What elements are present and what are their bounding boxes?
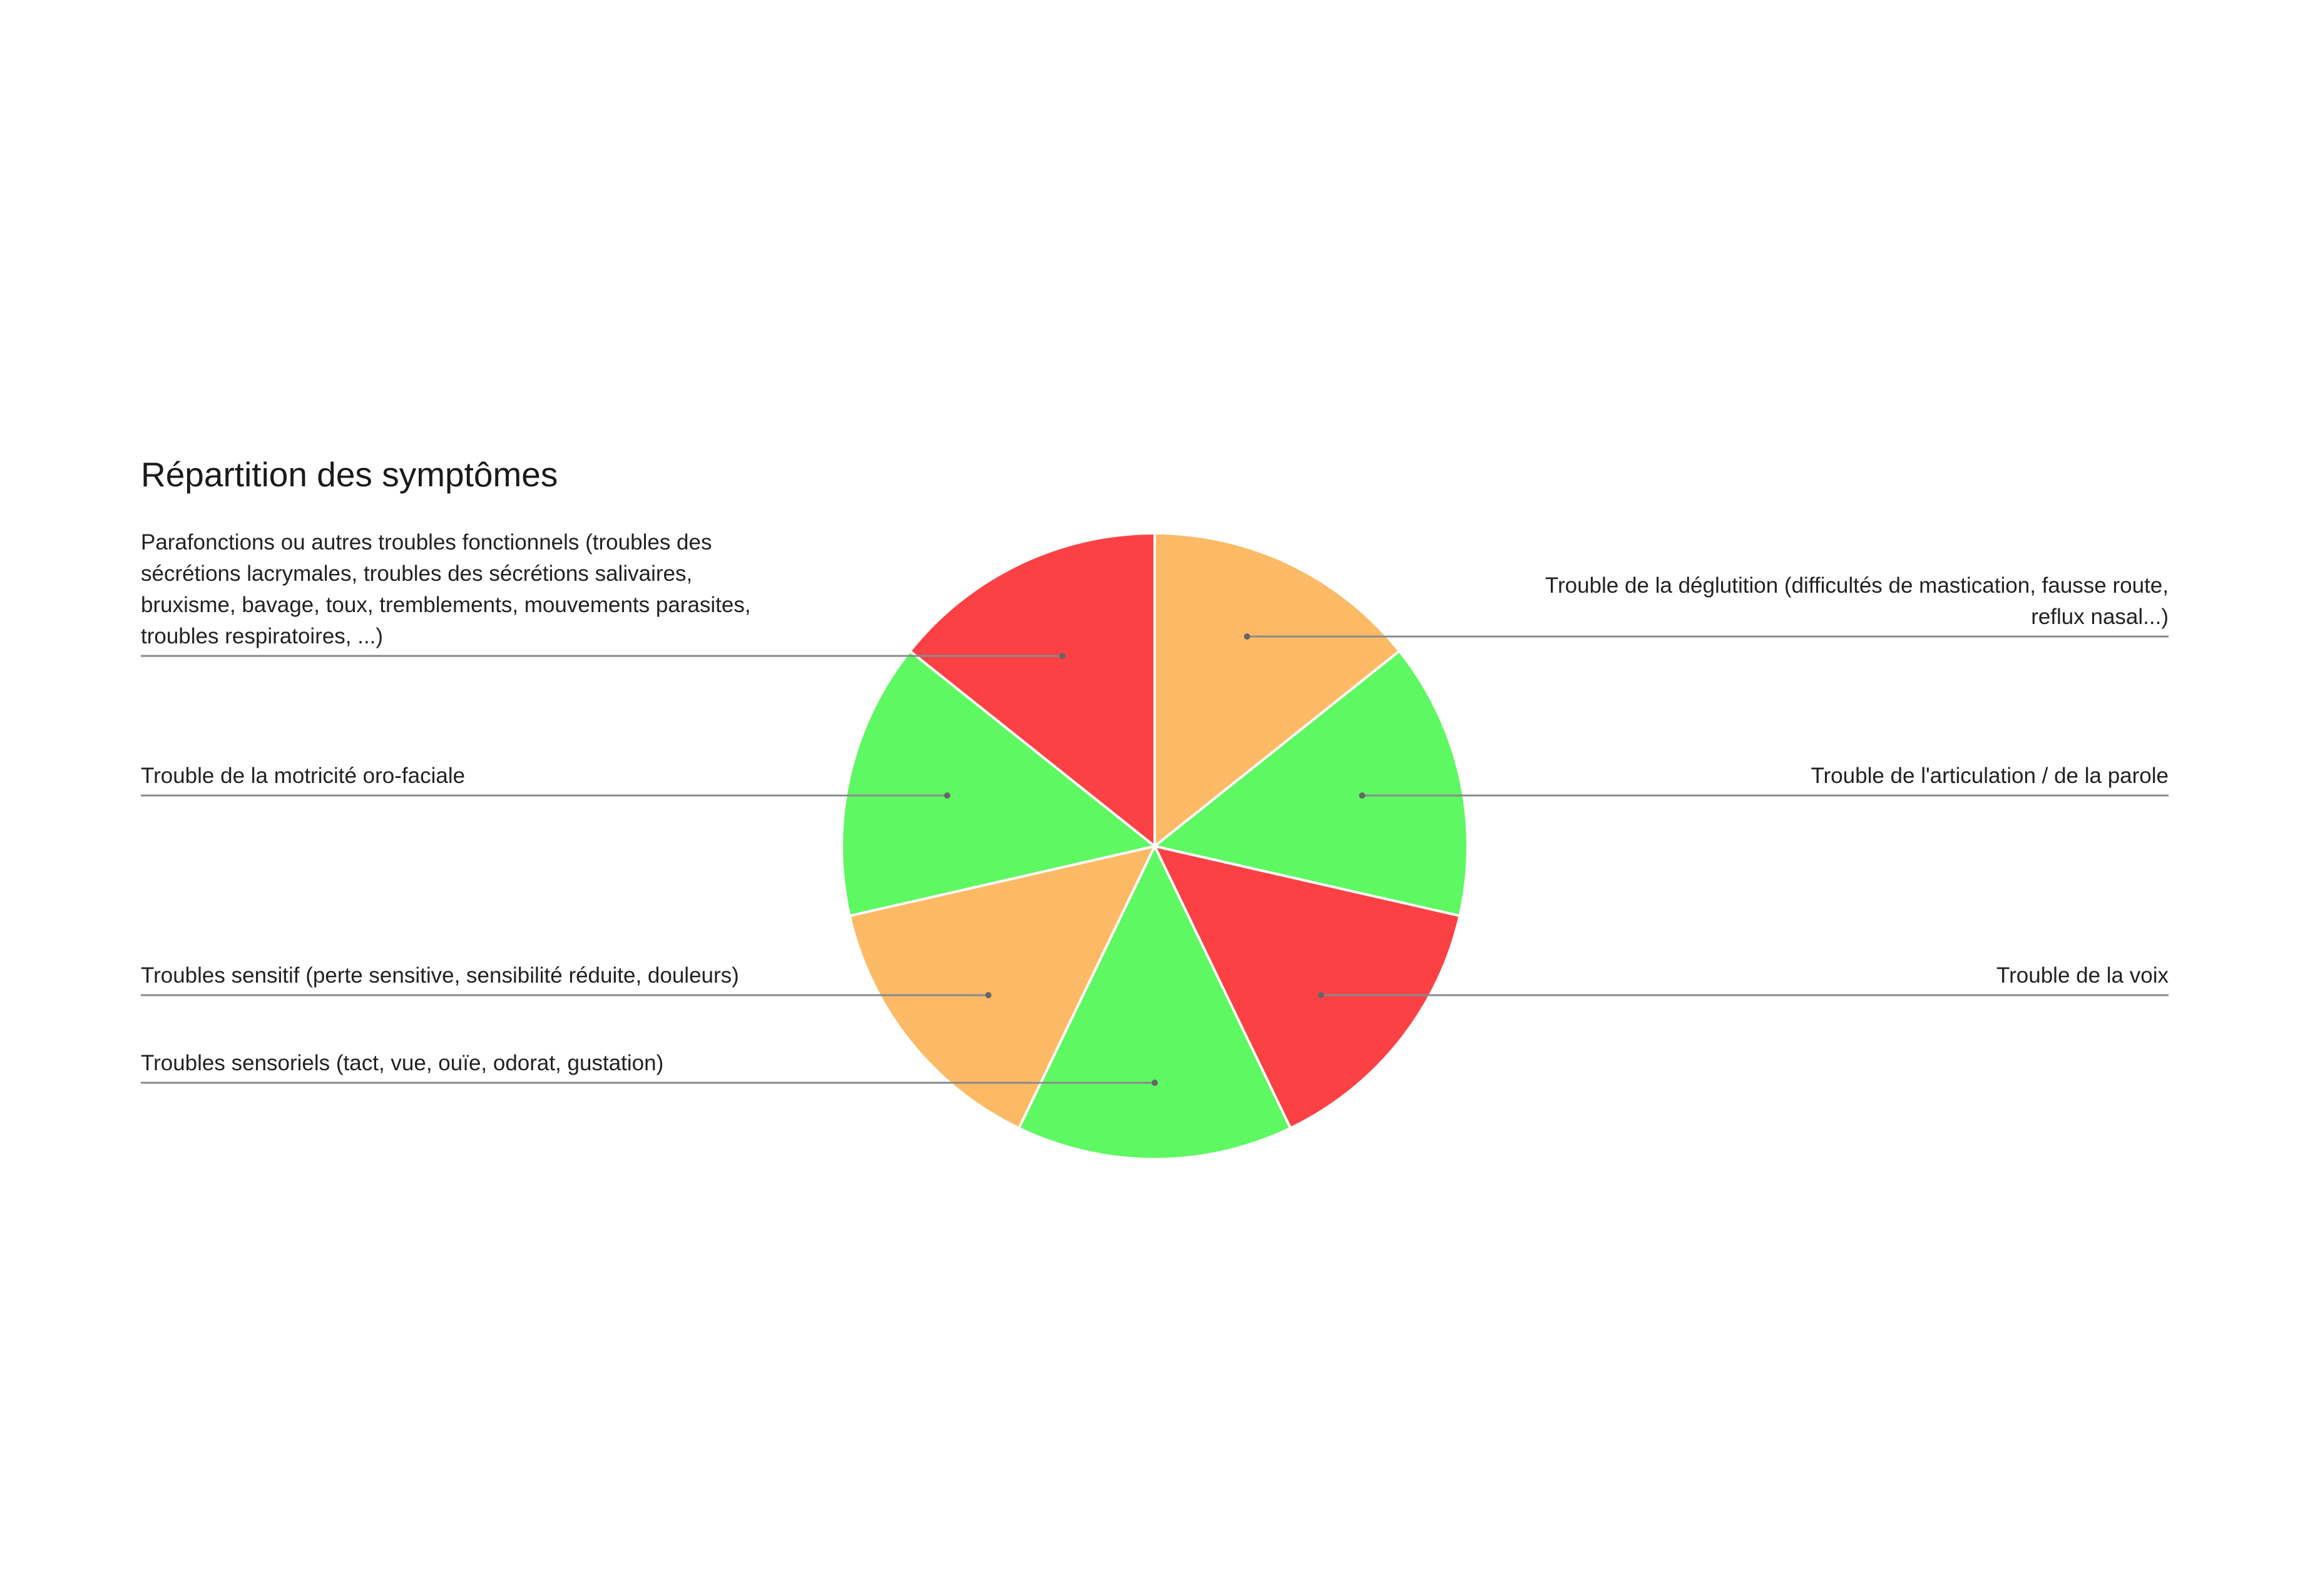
slice-label-line: Trouble de l'articulation / de la parole xyxy=(1811,764,2169,788)
slice-label-line: troubles respiratoires, ...) xyxy=(141,624,384,648)
slice-label-line: bruxisme, bavage, toux, tremblements, mouvements parasites, xyxy=(141,593,751,617)
leader-dot-voix xyxy=(1318,992,1324,998)
slice-label-sensitif xyxy=(141,963,739,988)
slice-label-line: Troubles sensitif (perte sensitive, sensibilité réduite, douleurs) xyxy=(141,963,739,988)
slice-label-line: Troubles sensoriels (tact, vue, ouïe, odorat, gustation) xyxy=(141,1051,664,1075)
slice-label-line: Trouble de la motricité oro-faciale xyxy=(141,764,466,788)
leader-dot-deglutition xyxy=(1244,633,1250,640)
leader-dot-sensitif xyxy=(985,992,991,998)
slice-label-line: Trouble de la déglutition (difficultés de mastication, fausse route, xyxy=(1545,573,2169,598)
slice-label-parafonctions xyxy=(141,530,751,648)
slice-label-deglutition xyxy=(1545,573,2169,629)
slice-label-line: reflux nasal...) xyxy=(2031,605,2169,629)
slice-label-sensoriels xyxy=(141,1051,663,1075)
leader-dot-sensoriels xyxy=(1152,1080,1158,1086)
leader-dot-articulation xyxy=(1359,792,1365,799)
chart-title: Répartition des symptômes xyxy=(141,455,558,494)
slice-label-line: Parafonctions ou autres troubles fonctionnels (troubles des xyxy=(141,530,712,555)
slice-label-articulation xyxy=(1811,764,2169,788)
slice-label-line: sécrétions lacrymales, troubles des sécrétions salivaires, xyxy=(141,561,693,586)
slice-label-voix xyxy=(1996,963,2169,988)
pie-slices xyxy=(842,533,1468,1159)
slice-label-motricite xyxy=(141,764,465,788)
leader-dot-parafonctions xyxy=(1059,653,1065,659)
leader-dot-motricite xyxy=(944,792,951,799)
slice-label-line: Trouble de la voix xyxy=(1996,963,2169,988)
